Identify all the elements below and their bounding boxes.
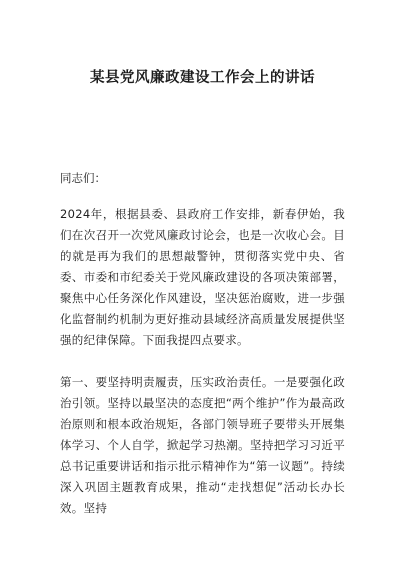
paragraph-intro: 2024年，根据县委、县政府工作安排，新春伊始，我们在次召开一次党风廉政讨论会，也是一次收心会。目的就是再为我们的思想敲警钟，贯彻落实党中央、省委、市委和市纪委关于党风廉政建设的各项决策部署，聚焦中心任务深化作风建设，坚决惩治腐败，进一步强化监督制约机制为更好推动县域经济高质量发展提供坚强的纪律保障。下面我提四点要求。 [60, 207, 345, 347]
greeting: 同志们： [60, 171, 106, 185]
document-title: 某县党风廉政建设工作会上的讲话 [90, 70, 315, 86]
paragraph-first-point: 第一、要坚持明责履责，压实政治责任。一是要强化政治引领。坚持以最坚决的态度把“两个维护”作为最高政治原则和根本政治规矩，各部门领导班子要带头开展集体学习、个人自学，掀起学习热潮。坚持把学习习近平总书记重要讲话和指示批示精神作为“第一议题”。持续深入巩固主题教育成果，推动“走找想促”活动长办长效。坚持 [60, 375, 345, 515]
